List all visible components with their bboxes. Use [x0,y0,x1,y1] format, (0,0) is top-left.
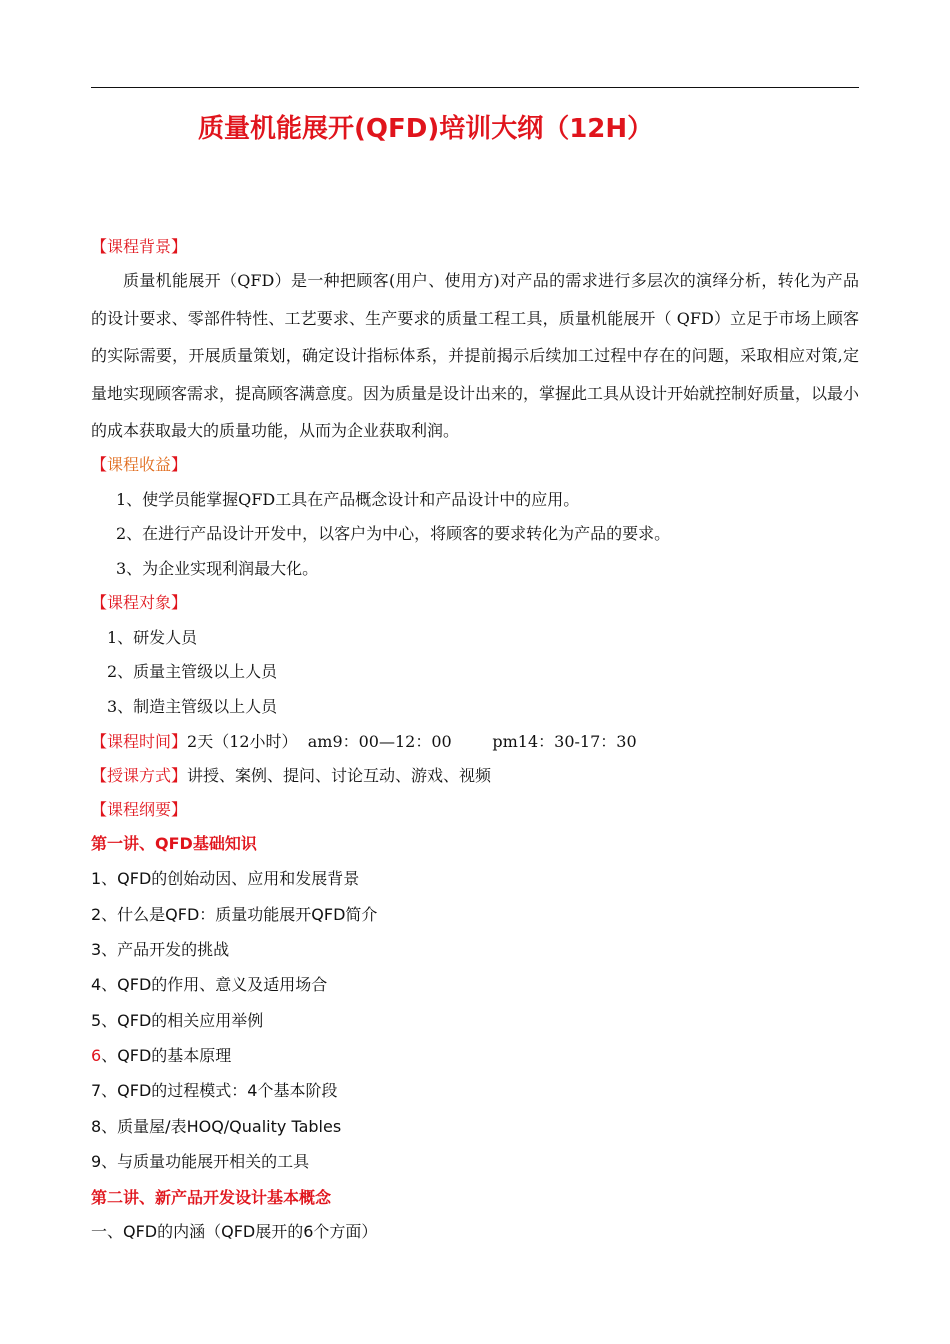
benefit-item: 2、在进行产品设计开发中，以客户为中心，将顾客的要求转化为产品的要求。 [116,524,671,543]
section-heading-audience: 【课程对象】 [91,593,188,612]
outline-item-number: 6 [91,1046,102,1065]
bracket-close: 】 [171,455,188,474]
audience-item: 2、质量主管级以上人员 [107,662,278,681]
background-paragraph: 质量机能展开（QFD）是一种把顾客(用户、使用方)对产品的需求进行多层次的演绎分析，转化为产品的设计要求、零部件特性、工艺要求、生产要求的质量工程工具，质量机能展开（ QFD）立足于市场上顾客的实际需要，开展质量策划，确定设计指标体系，并提前揭示后续加工过程中存在的问题，采取相应对策,定量地实现顾客需求，提高顾客满意度。因为质量是设计出来的，掌握此工具从设计开始就控制好质量，以最小的成本获取最大的质量功能，从而为企业获取利润。 [91,271,860,440]
outline-item-text: 、QFD的基本原理 [101,1046,232,1065]
benefit-item: 3、为企业实现利润最大化。 [116,559,319,578]
section-heading-method: 【授课方式】 [91,766,188,785]
section-heading-time: 【课程时间】 [91,732,188,751]
document-title: 质量机能展开(QFD)培训大纲（12H） [198,114,654,144]
outline-item: 4、QFD的作用、意义及适用场合 [91,975,328,994]
audience-item: 1、研发人员 [107,628,198,647]
outline-item: 3、产品开发的挑战 [91,940,230,959]
section-heading-benefits [91,452,187,475]
time-text: 2天（12小时） am9：00—12：00 pm14：30-17：30 [187,732,637,751]
outline-item: 2、什么是QFD：质量功能展开QFD简介 [91,905,378,924]
section-heading-background: 【课程背景】 [91,237,188,256]
method-line [91,763,491,786]
audience-item: 3、制造主管级以上人员 [107,697,278,716]
section-heading-outline: 【课程纲要】 [91,800,188,819]
benefits-label: 课程收益 [107,455,172,474]
method-text: 讲授、案例、提问、讨论互动、游戏、视频 [187,766,492,785]
time-line [91,729,637,752]
header-rule [91,87,859,88]
benefit-item: 1、使学员能掌握QFD工具在产品概念设计和产品设计中的应用。 [116,490,580,509]
outline-item: 1、QFD的创始动因、应用和发展背景 [91,869,360,888]
lecture-2-heading: 第二讲、新产品开发设计基本概念 [91,1188,332,1207]
outline-item: 9、与质量功能展开相关的工具 [91,1152,310,1171]
bracket-open: 【 [91,455,108,474]
outline-item: 一、QFD的内涵（QFD展开的6个方面） [91,1222,378,1241]
outline-item: 8、质量屋/表HOQ/Quality Tables [91,1117,342,1136]
outline-item [91,1043,231,1066]
outline-item: 7、QFD的过程模式：4个基本阶段 [91,1081,338,1100]
outline-item: 5、QFD的相关应用举例 [91,1011,264,1030]
lecture-1-heading: 第一讲、QFD基础知识 [91,834,257,853]
